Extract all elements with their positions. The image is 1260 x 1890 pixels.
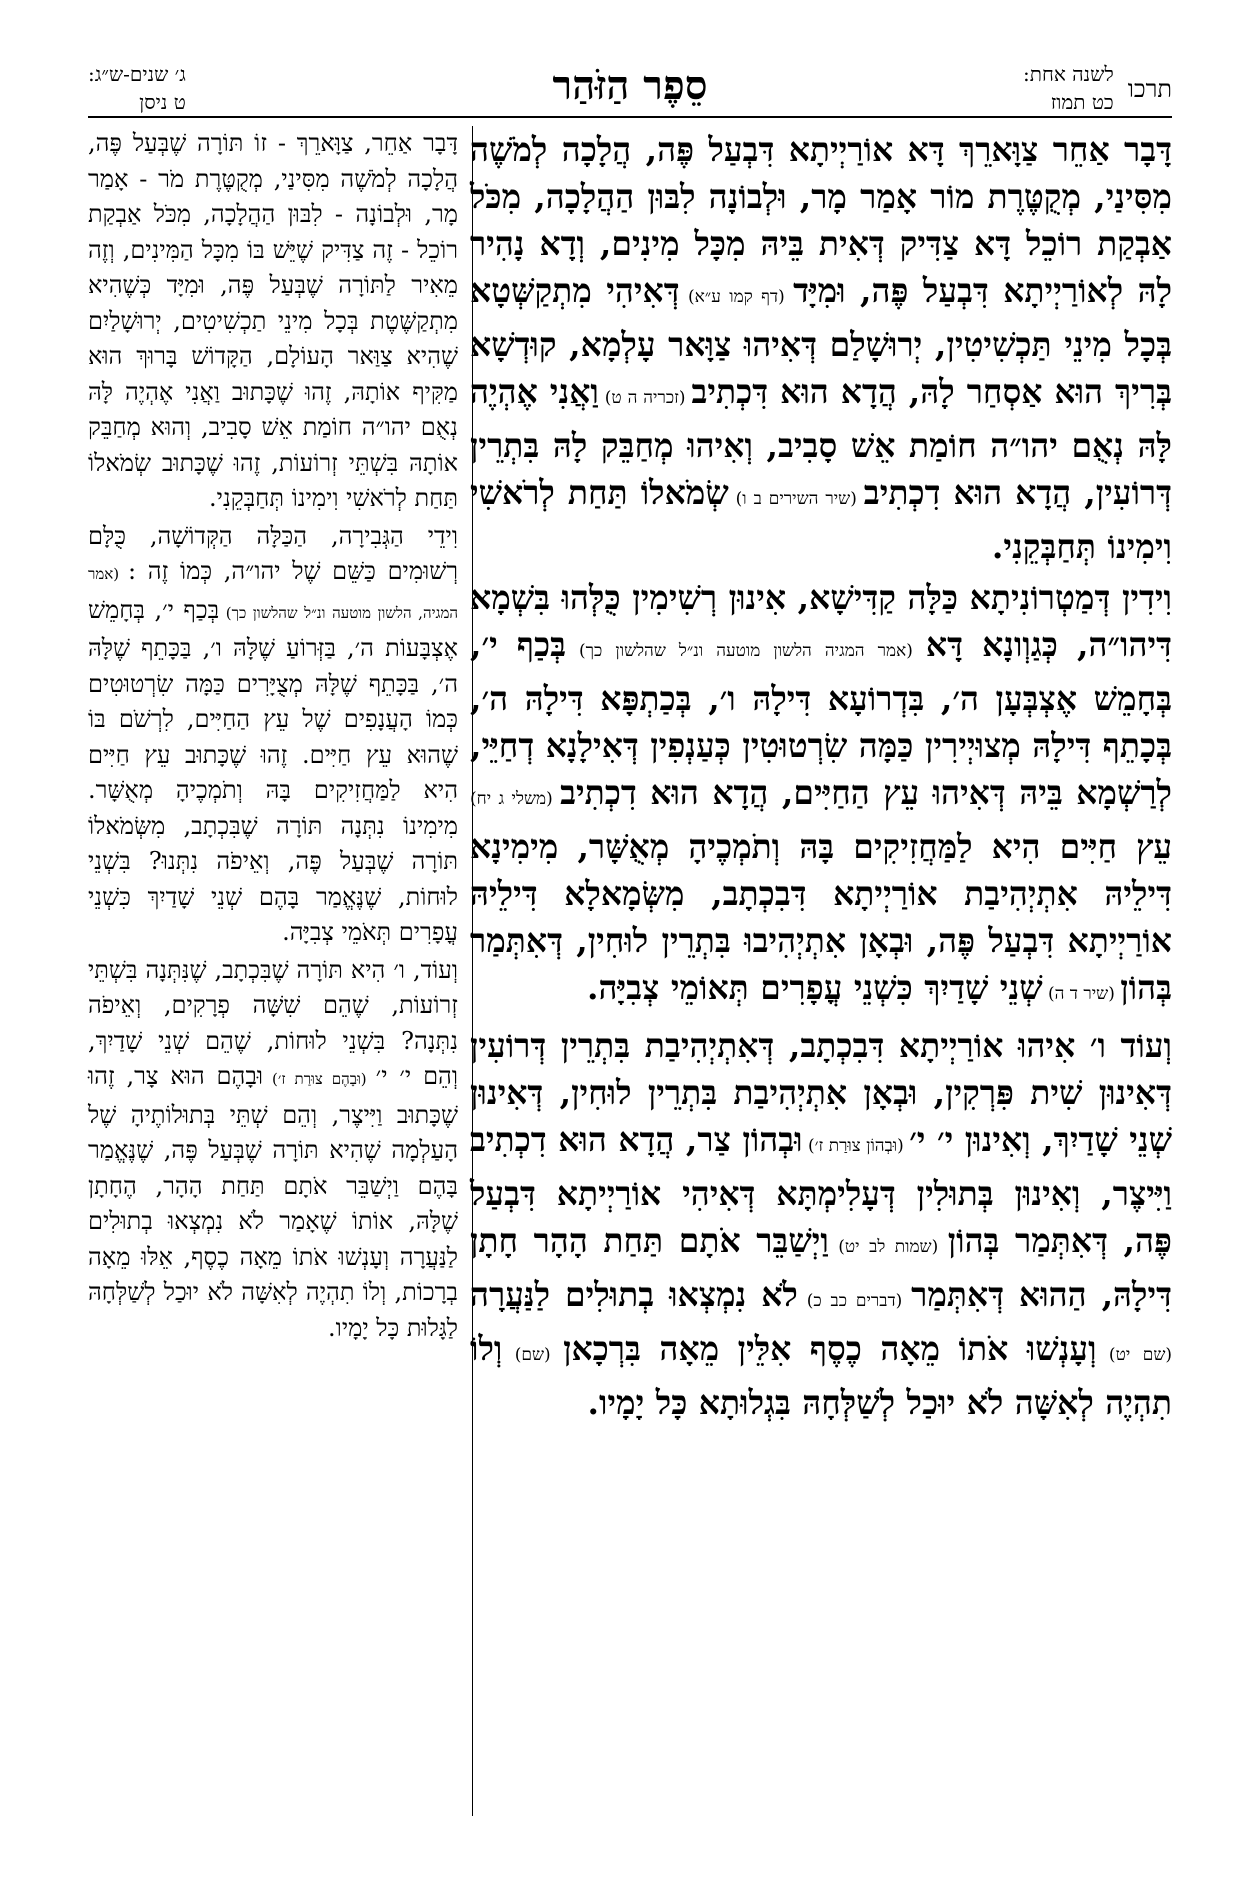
scripture-reference: (אמר המגיה הלשון מוטעה ונ״ל שהלשון כך)	[566, 641, 926, 661]
schedule-label-2: ג׳ שנים-ש״ג:	[88, 62, 186, 86]
main-paragraph-1	[470, 126, 1172, 570]
scripture-reference: (דברים כב כ)	[797, 1291, 912, 1311]
text-segment: וְעוֹד, ו׳ הִיא תּוֹרָה שֶׁבִּכְתָב, שֶׁנִּתְּנָה בִּשְׁתֵּי זְרוֹעוֹת, שֶׁהֵם שִׁשָּׁה פְרָקִים, וְאֵיפֹה נִתְּנָה? בִּשְׁנֵי לוּחוֹת, שֶׁהֵם שְׁנֵי שָׁדַיִךְ, וְהֵם י׳ י׳	[88, 955, 458, 1090]
scripture-reference: (שם)	[502, 1345, 564, 1365]
column-divider	[472, 126, 473, 1816]
text-segment: וּבָהֶם הוּא צָר, זֶהוּ שֶׁכָּתוּב וַיִּיצֶר, וְהֵם שְׁתֵּי בְּתוּלוֹתֶיהָ שֶׁל הָעַלְמָה שֶׁהִיא תּוֹרָה שֶׁבְּעַל פֶּה, שֶׁנֶּאֱמַר בָּהֶם וַיְשַׁבֵּר אֹתָם תַּחַת הָהָר, הֶחָתָן שֶׁלָּהּ, אוֹתוֹ שֶׁאָמַר לֹא נִמְצְאוּ בְתוּלִים לַנַּעֲרָה וְעָנְשׁוּ אֹתוֹ מֵאָה כֶסֶף, אֵלּוּ מֵאָה בְרָכוֹת, וְלוֹ תִהְיֶה לְאִשָּׁה לֹא יוּכַל לְשַׁלְּחָהּ לַגָּלוּת כָּל יָמָיו.	[88, 1062, 458, 1342]
schedule-label: לשנה אחת:	[1023, 62, 1114, 86]
text-segment: שְׁנֵי שָׁדַיִךְ כִּשְׁנֵי עֳפָרִים תְּאוֹמֵי צְבִיָּה.	[587, 968, 1043, 1007]
scripture-reference: (אמר המגיה, הלשון מוטעה ונ״ל שהלשון כך)	[88, 565, 458, 622]
text-segment: וְעוֹד ו׳ אִיהוּ אוֹרַיְיתָא דִּבִכְתָב, דְּאִתְיְהִיבַת בִּתְרֵין דְּרוֹעִין דְּאִינוּן שִׁית פִּרְקִין, וּבְאָן אִתְיְהִיבַת בִּתְרֵין לוּחִין, דְּאִינוּן שְׁנֵי שָׁדַיִךְ, וְאִינוּן י׳ י׳	[470, 1026, 1172, 1159]
text-segment: בְּכַף י׳, בְּחָמֵשׁ אֶצְבְּעָן ה׳, בִּדְרוֹעָא דִּילָהּ ו׳, בְּכַתְפָּא דִּילָהּ ה׳, בְּכָתֵף דִּילָהּ מְצוּיְירִין כַּמָּה שִׂרְטוּטִין כְּעַנְפִין דְּאִילָנָא דְחַיֵּי, לְרַשְׁמָא בֵּיהּ דְּאִיהוּ עֵץ הַחַיִּים, הֲדָא הוּא דִכְתִיב	[470, 625, 1172, 812]
aramaic-text-column	[470, 126, 1172, 1826]
scripture-reference: (משלי ג יח)	[470, 789, 561, 809]
text-segment: וַאֲנִי אֶהְיֶה לָּהּ נְאֻם יהו״ה חוֹמַת אֵשׁ סָבִיב, וְאִיהוּ מְחַבֵּק לָהּ בִּתְרֵין דְּרוֹעִין, הֲדָא הוּא דִכְתִיב	[470, 372, 1172, 512]
scripture-reference: (שיר ד ה)	[1042, 984, 1121, 1004]
main-paragraph-3	[470, 1022, 1172, 1426]
side-paragraph-3	[88, 953, 458, 1347]
side-paragraph-1	[88, 126, 458, 517]
reading-schedule-three-year	[88, 60, 186, 116]
header-left	[88, 60, 186, 116]
scripture-reference: (זכריה ה ט)	[598, 388, 692, 408]
scripture-reference: (דף קמו ע״א)	[679, 287, 794, 307]
text-segment: דְּאִיהִי מִתְקַשְּׁטָא בְּכָל מִינֵי תַּכְשִׁיטִין, יְרוּשָׁלַם דְּאִיהוּ צַוָּאר עָלְמָא, קוּדְשָׁא בְּרִיךְ הוּא אַסְחַר לָהּ, הֲדָא הוּא דִּכְתִיב	[470, 271, 1173, 411]
page-number: תרכו	[1127, 75, 1172, 103]
text-segment: וְלוֹ תִהְיֶה לְאִשָּׁה לֹא יוּכַל לְשַׁלְּחָהּ בִּגְלוּתָא כָּל יָמָיו.	[470, 1329, 1172, 1422]
text-segment: דָּבָר אַחֵר צַוָּארֵךְ דָּא אוֹרַיְיתָא דִּבְעַל פֶּה, הֲלָכָה לְמֹשֶׁה מִסִּינַי, מְקֻטֶּרֶת מוֹר אָמַר מָר, וּלְבוֹנָה לִבּוּן הַהֲלָכָה, מִכֹּל אַבְקַת רוֹכֵל דָּא צַדִּיק דְּאִית בֵּיהּ מִכָּל מִינִים, וְדָא נָהִיר לָהּ לְאוֹרַיְיתָא דִּבְעַל פֶּה, וּמִיָּד	[470, 130, 1173, 310]
main-paragraph-2	[470, 574, 1172, 1018]
hebrew-translation-column	[88, 126, 458, 1826]
header-rule	[88, 116, 1172, 118]
scripture-reference: (וּבְהוֹן צוּרַת ז׳)	[802, 1136, 910, 1156]
schedule-date: כט תמוז	[1050, 90, 1114, 114]
book-title: סֵפֶר הַזֹּהַר	[552, 62, 708, 109]
page-header	[88, 60, 1172, 118]
schedule-date-2: ט ניסן	[139, 90, 186, 114]
text-segment: וּבְהוֹן צַר, הֲדָא הוּא דִכְתִיב וַיִּיצֶר, וְאִינוּן בְּתוּלִין דְּעָלִימְתָּא דְּאִיהִי אוֹרַיְיתָא דִּבְעַל פֶּה, דְּאִתְּמַר בְּהוֹן	[470, 1120, 1172, 1260]
text-segment: וְעָנְשׁוּ אֹתוֹ מֵאָה כֶסֶף אִלֵּין מֵאָה בִּרְכָאן	[563, 1329, 1097, 1368]
text-segment: שְׂמֹאלוֹ תַּחַת לְרֹאשִׁי וִימִינוֹ תְּחַבְּקֵנִי.	[470, 473, 1172, 566]
text-segment: לֹא נִמְצְאוּ בְתוּלִים לַנַּעֲרָה	[470, 1275, 798, 1314]
text-segment: עֵץ חַיִּים הִיא לַמַּחֲזִיקִים בָּהּ וְתֹמְכֶיהָ מְאֻשָּׁר, מִימִינָא דִּילֵיהּ אִתְיְהִיבַת אוֹרַיְיתָא דִּבִכְתָב, מִשְּׂמָאלָא דִּילֵיהּ אוֹרַיְיתָא דִּבְעַל פֶּה, וּבְאָן אִתְיְהִיבוּ בִּתְרֵין לוּחִין, דְּאִתְּמַר בְּהוֹן	[470, 827, 1172, 1007]
scripture-reference: (שיר השירים ב ו)	[728, 489, 864, 509]
text-segment: דָּבָר אַחֵר, צַוָּארֵךְ - זוֹ תּוֹרָה שֶׁבְּעַל פֶּה, הֲלָכָה לְמֹשֶׁה מִסִּינַי, מְקֻטֶּרֶת מֹר - אָמַר מָר, וּלְבוֹנָה - לִבּוּן הַהֲלָכָה, מִכֹּל אַבְקַת רוֹכֵל - זֶה צַדִּיק שֶׁיֵּשׁ בּוֹ מִכָּל הַמִּינִים, וְזֶה מֵאִיר לַתּוֹרָה שֶׁבְּעַל פֶּה, וּמִיָּד כְּשֶׁהִיא מִתְקַשֶּׁטֶת בְּכָל מִינֵי תַכְשִׁיטִים, יְרוּשָׁלַיִם שֶׁהִיא צַוַּאר הָעוֹלָם, הַקָּדוֹשׁ בָּרוּךְ הוּא מַקִּיף אוֹתָהּ, זֶהוּ שֶׁכָּתוּב וַאֲנִי אֶהְיֶה לָּהּ נְאֻם יהו״ה חוֹמַת אֵשׁ סָבִיב, וְהוּא מְחַבֵּק אוֹתָהּ בִּשְׁתֵּי זְרוֹעוֹת, זֶהוּ שֶׁכָּתוּב שְׂמֹאלוֹ תַּחַת לְרֹאשִׁי וִימִינוֹ תְּחַבְּקֵנִי.	[88, 129, 458, 512]
scripture-reference: (שם יט)	[1096, 1345, 1172, 1365]
text-segment: וִידִין דְּמַטְרוֹנִיתָא כַּלָּה קַדִּישָׁא, אִינוּן רְשִׁימִין כֻּלְּהוּ בִּשְׁמָא דִּיהו״ה, כְּגַוְונָא דָּא	[470, 578, 1172, 664]
text-segment: בְּכַף י׳, בְּחָמֵשׁ אֶצְבָּעוֹת ה׳, בַּזְּרוֹעַ שֶׁלָּהּ ו׳, בַּכָּתֵף שֶׁלָּהּ ה׳, בַּכָּתֵף שֶׁלָּהּ מְצֻיָּרִים כַּמָּה שִׂרְטוּטִים כְּמוֹ הָעֲנָפִים שֶׁל עֵץ הַחַיִּים, לִרְשֹׁם בּוֹ שֶׁהוּא עֵץ חַיִּים. זֶהוּ שֶׁכָּתוּב עֵץ חַיִּים הִיא לַמַּחֲזִיקִים בָּהּ וְתֹמְכֶיהָ מְאֻשָּׁר. מִימִינוֹ נִתְּנָה תּוֹרָה שֶׁבִּכְתָב, מִשְּׂמֹאלוֹ תּוֹרָה שֶׁבְּעַל פֶּה, וְאֵיפֹה נִתְּנוּ? בִּשְׁנֵי לוּחוֹת, שֶׁנֶּאֱמַר בָּהֶם שְׁנֵי שָׁדַיִךְ כִּשְׁנֵי עֳפָרִים תְּאֹמֵי צְבִיָּה.	[88, 595, 458, 946]
text-segment: וִידֵי הַגְּבִירָה, הַכַּלָּה הַקְּדוֹשָׁה, כֻּלָּם רְשׁוּמִים כַּשֵּׁם שֶׁל יהו״ה, כְּמוֹ זֶה :	[88, 521, 459, 585]
side-paragraph-2	[88, 519, 458, 951]
scripture-reference: (וּבָהֶם צוּרַת ז׳)	[263, 1070, 376, 1088]
text-segment: וַיְשַׁבֵּר אֹתָם תַּחַת הָהָר חָתָן דִּילָהּ, הַהוּא דְּאִתְּמַר	[470, 1221, 1173, 1314]
scripture-reference: (שמות לב יט)	[828, 1237, 948, 1257]
